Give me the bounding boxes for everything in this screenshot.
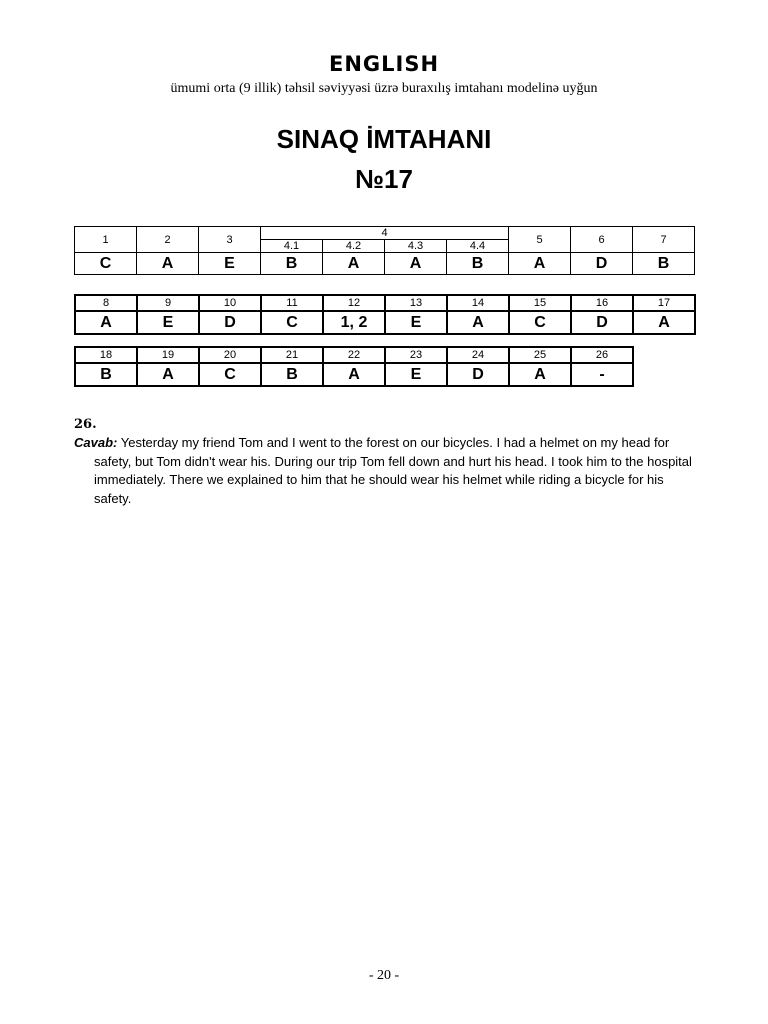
header-cell: 20 <box>199 347 261 363</box>
answer-body: Yesterday my friend Tom and I went to the forest on our bicycles. I had a helmet on my head for safety, but Tom didn't wear his. During our trip Tom fell down and hurt his head. I took him to the hospital immediately. There we explained to him that he should wear his helmet while riding a bicycle for his safety. <box>94 435 692 506</box>
exam-number: №17 <box>355 164 413 194</box>
header-cell: 17 <box>633 295 695 311</box>
header-cell: 18 <box>75 347 137 363</box>
header-cell: 14 <box>447 295 509 311</box>
answer-cell: C <box>199 363 261 386</box>
answer-cell: D <box>571 253 633 275</box>
answer-cell: D <box>199 311 261 334</box>
answer-cell: A <box>75 311 137 334</box>
answer-table-3 <box>74 346 634 387</box>
answer-cell: A <box>323 253 385 275</box>
subtitle: ümumi orta (9 illik) təhsil səviyyəsi üzrə buraxılış imtahanı modelinə uyğun <box>170 81 598 96</box>
answer-cell: B <box>261 363 323 386</box>
header-cell: 4.4 <box>447 240 509 253</box>
header-cell: 24 <box>447 347 509 363</box>
answer-cell: A <box>447 311 509 334</box>
header-cell: 19 <box>137 347 199 363</box>
answer-cell: C <box>75 253 137 275</box>
answer-cell: 1, 2 <box>323 311 385 334</box>
answer-cell: - <box>571 363 633 386</box>
answer-cell: A <box>509 253 571 275</box>
group-header-cell: 4 <box>261 227 509 240</box>
header-cell: 21 <box>261 347 323 363</box>
page-number: - 20 - <box>368 968 400 983</box>
answer-cell: E <box>385 311 447 334</box>
answer-cell: E <box>385 363 447 386</box>
exam-title: SINAQ İMTAHANI <box>276 124 492 154</box>
answer-table-2 <box>74 294 696 335</box>
answer-cell: A <box>633 311 695 334</box>
header-cell: 26 <box>571 347 633 363</box>
answer-label: Cavab: <box>74 435 118 450</box>
header-cell: 25 <box>509 347 571 363</box>
answer-cell: E <box>199 253 261 275</box>
header-cell: 1 <box>75 227 137 253</box>
header-cell: 4.3 <box>385 240 447 253</box>
header-cell: 6 <box>571 227 633 253</box>
answer-cell: E <box>137 311 199 334</box>
answer-cell: A <box>137 363 199 386</box>
answer-paragraph <box>74 434 698 508</box>
header-cell: 4.1 <box>261 240 323 253</box>
answer-cell: B <box>633 253 695 275</box>
answer-cell: C <box>261 311 323 334</box>
header-cell: 12 <box>323 295 385 311</box>
answer-cell: B <box>447 253 509 275</box>
header-cell: 8 <box>75 295 137 311</box>
header-cell: 23 <box>385 347 447 363</box>
header-cell: 9 <box>137 295 199 311</box>
header-cell: 5 <box>509 227 571 253</box>
answer-cell: D <box>447 363 509 386</box>
subject-title: ENGLISH <box>328 52 440 76</box>
header-cell: 15 <box>509 295 571 311</box>
header-cell: 2 <box>137 227 199 253</box>
header-cell: 16 <box>571 295 633 311</box>
header-cell: 22 <box>323 347 385 363</box>
header-cell: 10 <box>199 295 261 311</box>
answer-cell: A <box>323 363 385 386</box>
answer-cell: A <box>385 253 447 275</box>
header-cell: 13 <box>385 295 447 311</box>
answer-table-1 <box>74 226 695 275</box>
header-cell: 7 <box>633 227 695 253</box>
question-number: 26. <box>74 417 97 432</box>
answer-cell: A <box>137 253 199 275</box>
answer-cell: B <box>261 253 323 275</box>
answer-cell: C <box>509 311 571 334</box>
header-cell: 11 <box>261 295 323 311</box>
header-cell: 4.2 <box>323 240 385 253</box>
answer-cell: D <box>571 311 633 334</box>
answer-cell: A <box>509 363 571 386</box>
answer-cell: B <box>75 363 137 386</box>
header-cell: 3 <box>199 227 261 253</box>
